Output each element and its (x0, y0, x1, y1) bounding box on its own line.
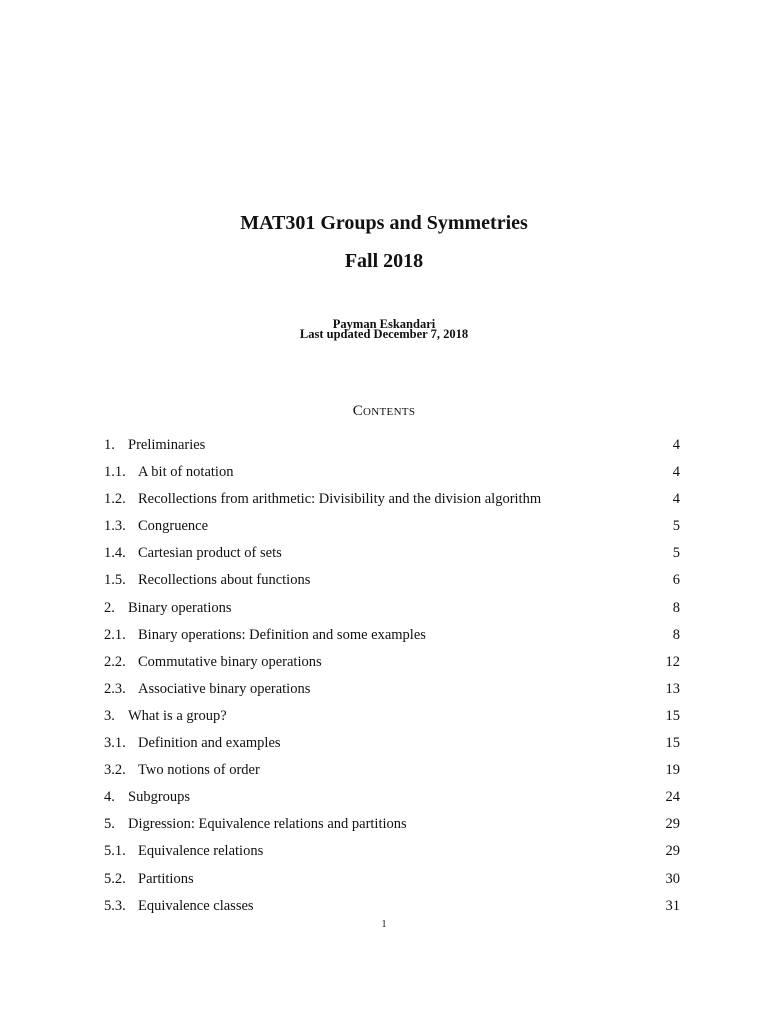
toc-entry-title: Partitions (138, 870, 194, 887)
toc-entry-title: Digression: Equivalence relations and partitions (128, 816, 407, 833)
toc-entry[interactable] (104, 735, 680, 762)
toc-entry-title: Definition and examples (138, 735, 281, 752)
toc-entry-page: 6 (672, 572, 680, 589)
toc-entry[interactable] (104, 708, 680, 735)
toc-entry[interactable] (104, 654, 680, 681)
toc-entry-page: 12 (665, 653, 680, 670)
toc-entry[interactable] (104, 681, 680, 708)
toc-entry-number: 2.1. (104, 626, 126, 643)
toc-entry-page: 15 (665, 707, 680, 724)
toc-entry-number: 3.1. (104, 735, 126, 752)
toc-entry-number: 5.2. (104, 870, 126, 887)
toc-entry-page: 8 (672, 626, 680, 643)
toc-entry-number: 1.1. (104, 464, 126, 481)
toc-entry-page: 5 (672, 545, 680, 562)
toc-entry[interactable] (104, 627, 680, 654)
toc-entry-page: 15 (665, 735, 680, 752)
toc-entry[interactable] (104, 437, 680, 464)
toc-entry-number: 3. (104, 707, 115, 724)
toc-entry-title: Commutative binary operations (138, 653, 322, 670)
toc-entry-number: 2. (104, 599, 115, 616)
toc-entry[interactable] (104, 843, 680, 870)
toc-entry-number: 2.2. (104, 653, 126, 670)
toc-entry-page: 4 (672, 464, 680, 481)
toc-entry[interactable] (104, 789, 680, 816)
toc-entry-number: 5.1. (104, 843, 126, 860)
toc-entry-number: 5. (104, 816, 115, 833)
toc-entry-page: 13 (665, 680, 680, 697)
toc-entry-title: A bit of notation (138, 464, 234, 481)
toc-entry[interactable] (104, 518, 680, 545)
toc-entry-title: Subgroups (128, 789, 191, 806)
toc-entry-title: Congruence (138, 518, 209, 535)
page-number: 1 (381, 919, 387, 930)
toc-entry[interactable] (104, 572, 680, 599)
toc-entry-title: Recollections from arithmetic: Divisibility and the division algorithm (138, 491, 542, 508)
toc-entry-title: Equivalence classes (138, 897, 254, 914)
toc-entry-number: 2.3. (104, 680, 126, 697)
toc-entry-page: 30 (665, 870, 680, 887)
toc-entry-title: Cartesian product of sets (138, 545, 282, 562)
table-of-contents (104, 437, 680, 925)
toc-entry-title: Associative binary operations (138, 680, 311, 697)
toc-entry-page: 5 (672, 518, 680, 535)
toc-entry-page: 29 (665, 843, 680, 860)
document-title: MAT301 Groups and Symmetries (240, 212, 528, 234)
toc-entry-number: 1. (104, 437, 115, 453)
toc-entry-number: 4. (104, 789, 115, 806)
toc-entry-title: What is a group? (128, 707, 227, 724)
toc-entry-page: 4 (672, 491, 680, 508)
toc-entry[interactable] (104, 762, 680, 789)
toc-entry[interactable] (104, 816, 680, 843)
toc-entry-number: 1.3. (104, 518, 126, 535)
toc-entry-page: 19 (665, 762, 680, 779)
toc-entry-title: Preliminaries (128, 437, 206, 453)
toc-entry-number: 1.2. (104, 491, 126, 508)
toc-entry[interactable] (104, 600, 680, 627)
toc-entry-title: Binary operations (128, 599, 232, 616)
toc-entry[interactable] (104, 545, 680, 572)
toc-entry-number: 1.5. (104, 572, 126, 589)
toc-entry-title: Equivalence relations (138, 843, 264, 860)
toc-entry-title: Binary operations: Definition and some examples (138, 626, 426, 643)
toc-entry[interactable] (104, 464, 680, 491)
toc-entry-number: 3.2. (104, 762, 126, 779)
toc-entry-page: 31 (665, 897, 680, 914)
toc-entry-page: 24 (665, 789, 680, 806)
toc-entry-page: 8 (672, 599, 680, 616)
toc-entry-page: 29 (665, 816, 680, 833)
toc-entry-number: 1.4. (104, 545, 126, 562)
contents-heading: Contents (352, 403, 416, 419)
document-term: Fall 2018 (344, 250, 424, 272)
toc-entry[interactable] (104, 871, 680, 898)
toc-entry-number: 5.3. (104, 897, 126, 914)
toc-entry[interactable] (104, 491, 680, 518)
toc-entry-page: 4 (672, 437, 680, 453)
toc-entry-title: Recollections about functions (138, 572, 311, 589)
toc-entry-title: Two notions of order (138, 762, 260, 779)
document-author: Payman Eskandari (332, 317, 436, 331)
document-last-updated: Last updated December 7, 2018 (299, 327, 469, 341)
